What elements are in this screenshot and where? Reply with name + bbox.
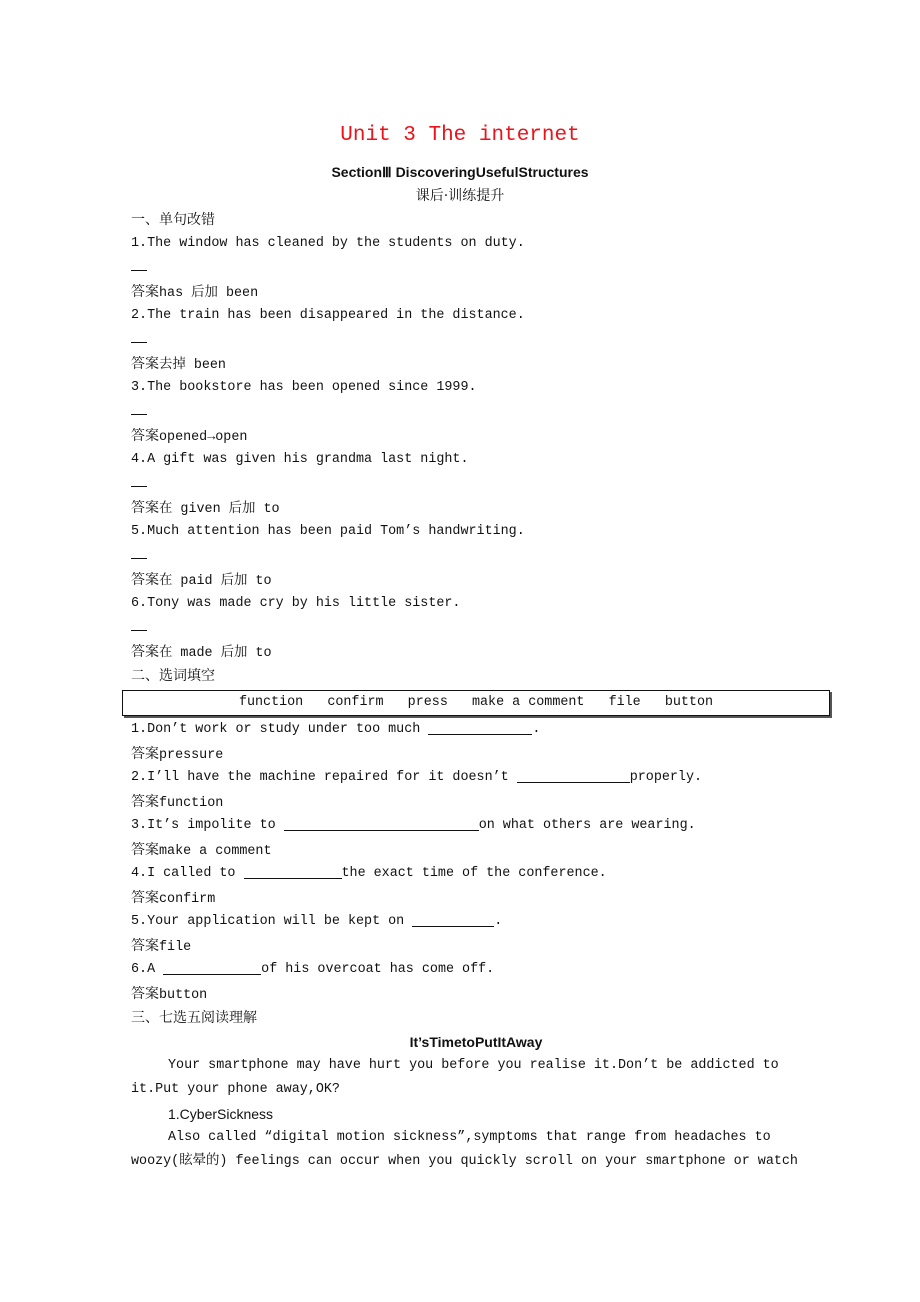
subtitle: 课后·训练提升 xyxy=(415,188,505,204)
question: 2.The train has been disappeared in the distance. xyxy=(131,308,525,323)
answer: file xyxy=(159,940,192,955)
fill-blank xyxy=(517,766,630,783)
part2-items xyxy=(131,718,821,1006)
answer-label: 答案 xyxy=(131,284,159,300)
document-body xyxy=(131,208,821,1174)
answer: 在 given 后加 to xyxy=(159,502,280,517)
fill-blank xyxy=(244,862,342,879)
question-text: 3.It’s impolite to xyxy=(131,818,284,833)
question: 1.The window has cleaned by the students on duty. xyxy=(131,236,525,251)
question-text: . xyxy=(494,914,503,929)
document-title: Unit 3 The internet xyxy=(340,124,580,147)
part1-items xyxy=(131,232,821,664)
question-text: the exact time of the conference. xyxy=(341,866,607,881)
answer-blank xyxy=(131,544,821,568)
passage-line: Also called “digital motion sickness”,symptoms that range from headaches to xyxy=(168,1130,771,1145)
answer-label: 答案 xyxy=(131,842,159,858)
answer-blank xyxy=(131,400,821,424)
answer-line xyxy=(131,544,147,559)
question: 4.A gift was given his grandma last night. xyxy=(131,452,469,467)
answer: opened→open xyxy=(159,430,248,445)
answer-blank xyxy=(131,256,821,280)
question xyxy=(131,862,821,886)
answer-line xyxy=(131,400,147,415)
question: 3.The bookstore has been opened since 1999. xyxy=(131,380,477,395)
answer-line xyxy=(131,472,147,487)
question: 6.Tony was made cry by his little sister. xyxy=(131,596,461,611)
section-title: SectionⅢ DiscoveringUsefulStructures xyxy=(331,164,589,180)
answer-label: 答案 xyxy=(131,890,159,906)
answer-label: 答案 xyxy=(131,746,159,762)
question-text: of his overcoat has come off. xyxy=(261,962,495,977)
question-text: 1.Don’t work or study under too much xyxy=(131,722,429,737)
fill-blank xyxy=(412,910,494,927)
answer-line xyxy=(131,616,147,631)
passage-subheading: 1.CyberSickness xyxy=(168,1106,274,1122)
passage-line: woozy(眩晕的) feelings can occur when you quickly scroll on your smartphone or watch xyxy=(131,1154,798,1169)
question xyxy=(131,766,821,790)
fill-blank xyxy=(428,718,532,735)
answer: button xyxy=(159,988,208,1003)
answer: 去掉 been xyxy=(159,358,226,373)
answer-label: 答案 xyxy=(131,938,159,954)
question-text: 4.I called to xyxy=(131,866,244,881)
answer: 在 made 后加 to xyxy=(159,646,272,661)
question xyxy=(131,910,821,934)
part2-heading: 二、选词填空 xyxy=(131,668,215,684)
question-text: . xyxy=(532,722,541,737)
answer: make a comment xyxy=(159,844,272,859)
answer-label: 答案 xyxy=(131,428,159,444)
answer-label: 答案 xyxy=(131,644,159,660)
answer: pressure xyxy=(159,748,224,763)
answer: confirm xyxy=(159,892,216,907)
passage-line: it.Put your phone away,OK? xyxy=(131,1082,340,1097)
question-text: 2.I’ll have the machine repaired for it doesn’t xyxy=(131,770,517,785)
answer-label: 答案 xyxy=(131,356,159,372)
question xyxy=(131,814,821,838)
question-text: on what others are wearing. xyxy=(478,818,696,833)
answer-blank xyxy=(131,328,821,352)
question xyxy=(131,718,821,742)
answer-line xyxy=(131,328,147,343)
answer-line xyxy=(131,256,147,271)
answer-blank xyxy=(131,472,821,496)
question: 5.Much attention has been paid Tom’s handwriting. xyxy=(131,524,525,539)
question xyxy=(131,958,821,982)
answer-label: 答案 xyxy=(131,794,159,810)
part1-heading: 一、单句改错 xyxy=(131,212,215,228)
answer-label: 答案 xyxy=(131,572,159,588)
answer-blank xyxy=(131,616,821,640)
passage-title: It’sTimetoPutItAway xyxy=(409,1034,543,1050)
word-box: function confirm press make a comment file button xyxy=(122,690,830,716)
answer: function xyxy=(159,796,224,811)
question-text: 5.Your application will be kept on xyxy=(131,914,413,929)
fill-blank xyxy=(163,958,261,975)
fill-blank xyxy=(284,814,479,831)
answer-label: 答案 xyxy=(131,500,159,516)
question-text: 6.A xyxy=(131,962,164,977)
answer: 在 paid 后加 to xyxy=(159,574,272,589)
answer: has 后加 been xyxy=(159,286,259,301)
answer-label: 答案 xyxy=(131,986,159,1002)
passage-line: Your smartphone may have hurt you before you realise it.Don’t be addicted to xyxy=(168,1058,779,1073)
part3-heading: 三、七选五阅读理解 xyxy=(131,1010,257,1026)
question-text: properly. xyxy=(629,770,703,785)
